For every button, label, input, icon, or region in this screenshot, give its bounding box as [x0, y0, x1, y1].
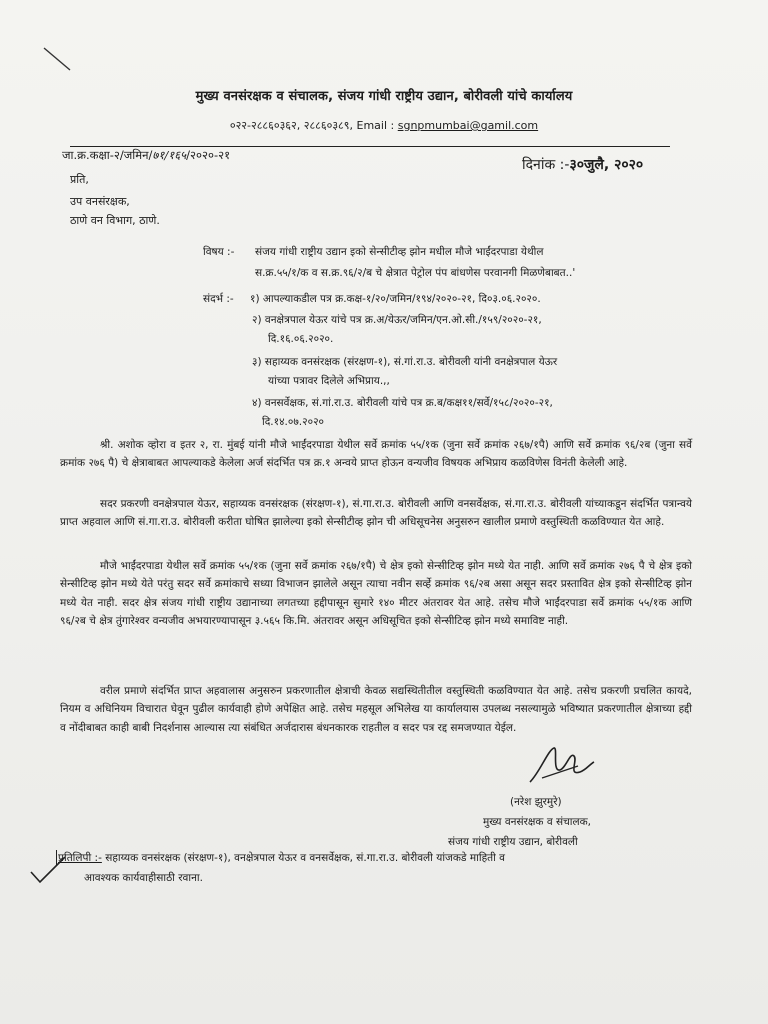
letter-date: [522, 155, 643, 174]
signatory-name: (नरेश झुरमुरे): [510, 796, 562, 808]
reference-year: /२०२०-२१: [186, 148, 231, 162]
signature-mark: [520, 742, 600, 792]
date-label: दिनांक :-: [522, 157, 570, 173]
reference-item-4-date: दि.१४.०७.२०२०: [262, 416, 324, 428]
header-divider: [70, 146, 670, 147]
reference-item-3-note: यांच्या पत्रावर दिलेले अभिप्राय.,,: [268, 375, 390, 387]
copy-line-2: आवश्यक कार्यवाहीसाठी रवाना.: [84, 872, 203, 884]
reference-item-3: ३) सहाय्यक वनसंरक्षक (संरक्षण-१), सं.गां.रा.उ. बोरीवली यांनी वनक्षेत्रपाल येऊर: [252, 356, 558, 368]
recipient-prefix: प्रति,: [70, 173, 89, 186]
body-paragraph-1: श्री. अशोक व्होरा व इतर २, रा. मुंबई यांनी मौजे भाईंदरपाडा येथील सर्वे क्रमांक ५५/१क (जुना सर्वे क्रमांक २६७/१पै) आणि सर्वे क्रमांक ९६/२ब (जुना सर्वे क्रमांक २७६ पै) चे क्षेत्राबाबत आपल्याकडे केलेला अर्ज संदर्भित पत्र क्र.१ अन्वये प्राप्त होऊन वन्यजीव विषयक अभिप्राय कळविणेस विनंती केलेली आहे.: [60, 439, 692, 470]
date-value: ३०जुलै, २०२०: [569, 157, 644, 173]
signatory-designation: मुख्य वनसंरक्षक व संचालक,: [483, 816, 592, 828]
copy-label: प्रतिलिपी :-: [58, 852, 102, 864]
office-title: मुख्य वनसंरक्षक व संचालक, संजय गांधी राष्ट्रीय उद्यान, बोरीवली यांचे कार्यालय: [195, 89, 573, 104]
references-label: संदर्भ :-: [203, 293, 234, 305]
email-label: Email :: [356, 119, 395, 132]
office-contact: [0, 118, 768, 133]
copy-to: [58, 848, 663, 888]
reference-item-1: १) आपल्याकडील पत्र क्र.कक्ष-१/२०/जमिन/१९४/२०२०-२१, दि०३.०६.२०२०.: [250, 293, 541, 305]
reference-item-2-date: दि.१६.०६.२०२०.: [268, 333, 334, 345]
office-phones: ०२२-२८८६०३६२, २८८६०३८९,: [229, 119, 353, 132]
subject-label: विषय :-: [203, 246, 235, 258]
body-paragraph-3: मौजे भाईंदरपाडा येथील सर्वे क्रमांक ५५/१क (जुना सर्वे क्रमांक २६७/१पै) चे क्षेत्र इको सेन्सीटिव्ह झोन मध्ये येत नाही. आणि सर्वे क्रमांक २७६ पै चे क्षेत्र इको सेन्सीटिव्ह झोन मध्ये येते परंतु सदर सर्वे क्रमांकाचे सध्या विभाजन झालेले असून त्याचा नवीन सर्व्हे क्रमांक ९६/२ब असा असून सदर प्रस्तावित क्षेत्र इको सेन्सीटिव्ह झोन मध्ये येत नाही. सदर क्षेत्र संजय गांधी राष्ट्रीय उद्यानाच्या लगतच्या हद्दीपासून सुमारे १४० मीटर अंतरावर येत आहे. तसेच मौजे भाईंदरपाडा सर्वे क्रमांक ५५/१क आणि ९६/२ब चे क्षेत्र तुंगारेश्वर वन्यजीव अभयारण्यापासून ३.५६५ कि.मि. अंतरावर असून अधिसूचित इको सेन्सीटिव्ह झोन मध्ये समाविष्ट नाही.: [60, 560, 692, 627]
recipient-office: ठाणे वन विभाग, ठाणे.: [70, 214, 160, 227]
signatory-office: संजय गांधी राष्ट्रीय उद्यान, बोरीवली: [448, 836, 578, 848]
body-paragraph-4: वरील प्रमाणे संदर्भित प्राप्त अहवालास अनुसरुन प्रकरणातील क्षेत्राची केवळ सद्यस्थितीतील वस्तुस्थिती कळविण्यात येत आहे. तसेच प्रकरणी प्रचलित कायदे, नियम व अधिनियम विचारात घेवून पुढील कार्यवाही होणे अपेक्षित आहे. तसेच महसूल अभिलेख या कार्यालयास उपलब्ध नसल्यामुळे भविष्यात प्रकरणातील क्षेत्राच्या हद्दी व नोंदीबाबत काही बाबी निदर्शनास आल्यास त्या संबंधित अर्जदारास बंधनकारक राहतील व सदर पत्र रद्द समजण्यात येईल.: [60, 685, 692, 734]
copy-line-1: [58, 848, 663, 868]
reference-prefix: जा.क्र.कक्षा-२/जमिन/: [62, 148, 153, 162]
reference-item-4: ४) वनसर्वेक्षक, सं.गां.रा.उ. बोरीवली यांचे पत्र क्र.ब/कक्ष११/सर्वे/१५८/२०२०-२१,: [252, 397, 553, 409]
recipient-designation: उप वनसंरक्षक,: [70, 195, 130, 208]
pen-stroke-mark: [42, 44, 72, 74]
handwritten-number: ७१/१६५: [152, 148, 187, 162]
copy-recipients: सहाय्यक वनसंरक्षक (संरक्षण-१), वनक्षेत्रपाल येऊर व वनसर्वेक्षक, सं.गा.रा.उ. बोरीवली यांजकडे माहिती व: [105, 852, 506, 864]
email-address: sgnpmumbai@gamil.com: [397, 119, 539, 132]
body-paragraph-2: सदर प्रकरणी वनक्षेत्रपाल येऊर, सहाय्यक वनसंरक्षक (संरक्षण-१), सं.गा.रा.उ. बोरीवली आणि वनसर्वेक्षक, सं.गा.रा.उ. बोरीवली यांच्याकडून संदर्भित पत्रान्वये प्राप्त अहवाल आणि सं.गा.रा.उ. बोरीवली करीता घोषित झालेल्या इको सेन्सीटीव्ह झोन ची अधिसूचनेस अनुसरुन खालील प्रमाणे वस्तुस्थिती कळविण्यात येत आहे.: [60, 498, 692, 529]
reference-item-2: २) वनक्षेत्रपाल येऊर यांचे पत्र क्र.अ/येऊर/जमिन/एन.ओ.सी./१५९/२०२०-२१,: [252, 314, 542, 326]
reference-number: [62, 148, 230, 163]
subject-line-2: स.क्र.५५/१/क व स.क्र.९६/२/ब चे क्षेत्रात पेट्रोल पंप बांधणेस परवानगी मिळणेबाबत..': [255, 267, 576, 279]
subject-line-1: संजय गांधी राष्ट्रीय उद्यान इको सेन्सीटीव्ह झोन मधील मौजे भाईंदरपाडा येथील: [255, 246, 544, 258]
